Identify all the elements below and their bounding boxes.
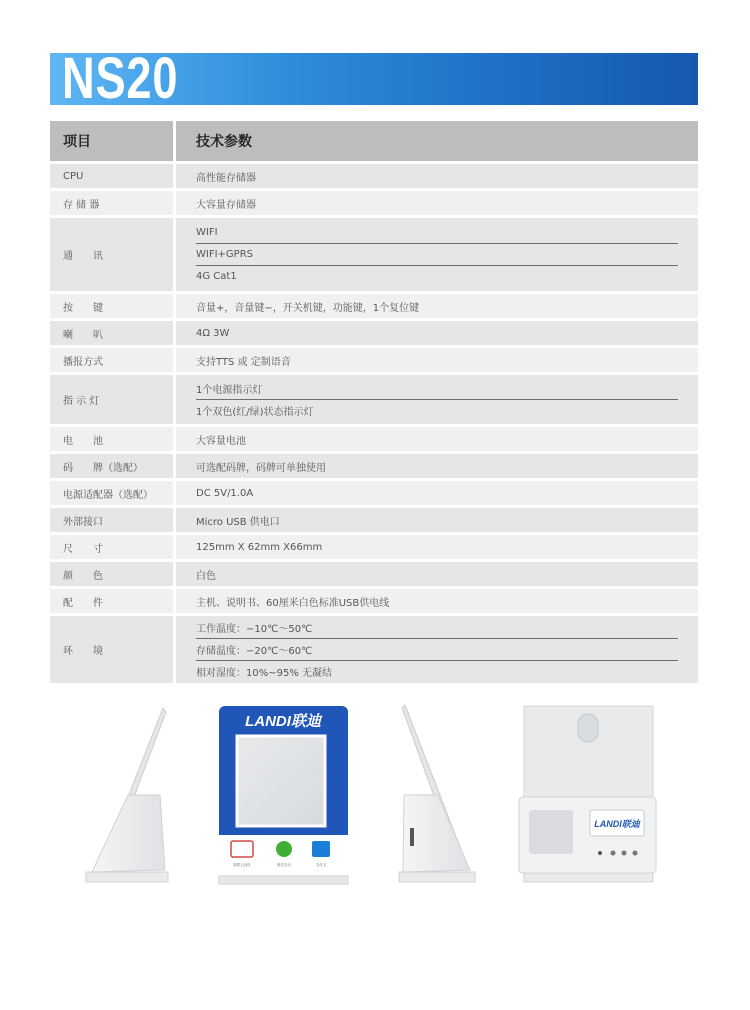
table-row — [50, 616, 698, 683]
row-value — [176, 616, 698, 683]
row-label: 指 示 灯 — [50, 375, 173, 424]
row-value — [176, 454, 698, 478]
row-value-line: Micro USB 供电口 — [196, 516, 280, 528]
header-spec: 技术参数 — [176, 121, 698, 161]
header-item: 项目 — [50, 121, 173, 161]
table-row — [50, 589, 698, 613]
table-row — [50, 294, 698, 318]
device-side-view-left — [86, 708, 168, 882]
table-row — [50, 348, 698, 372]
table-row — [50, 508, 698, 532]
table-row — [50, 321, 698, 345]
row-value-line: 大容量存储器 — [196, 199, 256, 211]
row-value-line: 相对湿度：10%~95% 无凝结 — [196, 660, 678, 682]
row-value-line: 主机、说明书、60厘米白色标准USB供电线 — [196, 597, 390, 609]
row-value — [176, 321, 698, 345]
row-label: 环 境 — [50, 616, 173, 683]
row-value — [176, 562, 698, 586]
spec-table — [50, 121, 698, 686]
row-label: 电 池 — [50, 427, 173, 451]
row-value-line: WIFI+GPRS — [196, 243, 678, 265]
row-value — [176, 375, 698, 424]
row-value-line: 4Ω 3W — [196, 327, 230, 339]
device-back-view — [519, 706, 656, 882]
row-value — [176, 508, 698, 532]
row-value-line: 大容量电池 — [196, 435, 246, 447]
row-label: 尺 寸 — [50, 535, 173, 559]
row-label: CPU — [50, 164, 173, 188]
table-row — [50, 218, 698, 291]
row-label: 按 键 — [50, 294, 173, 318]
row-value — [176, 294, 698, 318]
row-value — [176, 427, 698, 451]
product-model-title: NS20 — [62, 46, 179, 111]
row-value-line: 可选配码牌，码牌可单独使用 — [196, 462, 326, 474]
device-front-view — [219, 706, 348, 884]
row-value — [176, 481, 698, 505]
table-row — [50, 164, 698, 188]
row-value-line: 支持TTS 或 定制语音 — [196, 356, 291, 368]
row-label: 颜 色 — [50, 562, 173, 586]
table-row — [50, 454, 698, 478]
pay-label-wechat: 微信支付 — [277, 863, 291, 867]
row-value-line: 高性能存储器 — [196, 172, 256, 184]
row-value — [176, 589, 698, 613]
front-logo: LANDI联迪 — [245, 713, 321, 730]
back-logo: LANDI联迪 — [594, 819, 640, 829]
table-row — [50, 535, 698, 559]
row-label: 通 讯 — [50, 218, 173, 291]
row-value-line: 存储温度：−20℃～60℃ — [196, 638, 678, 660]
row-value-line: 1个电源指示灯 — [196, 385, 263, 396]
row-value — [176, 348, 698, 372]
title-banner — [50, 46, 698, 111]
table-row — [50, 191, 698, 215]
row-value-line: 1个双色(红/绿)状态指示灯 — [196, 399, 678, 421]
row-label: 电源适配器（选配） — [50, 481, 173, 505]
row-value-line: 125mm X 62mm X66mm — [196, 541, 323, 553]
row-value-line: WIFI — [196, 227, 218, 238]
row-label: 播报方式 — [50, 348, 173, 372]
row-value-line: DC 5V/1.0A — [196, 487, 254, 499]
pay-label-alipay: 支付宝 — [315, 863, 327, 867]
table-row — [50, 375, 698, 424]
row-value-line: 工作温度：−10℃～50℃ — [196, 624, 313, 635]
table-row — [50, 562, 698, 586]
row-label: 外部接口 — [50, 508, 173, 532]
row-value — [176, 218, 698, 291]
row-value-line: 白色 — [196, 570, 216, 582]
row-value — [176, 164, 698, 188]
device-side-view-right — [399, 705, 475, 882]
table-row — [50, 481, 698, 505]
row-label: 码 牌（选配） — [50, 454, 173, 478]
row-value — [176, 535, 698, 559]
row-value — [176, 191, 698, 215]
row-value-line: 4G Cat1 — [196, 265, 678, 287]
table-row — [50, 427, 698, 451]
pay-label-unionpay: 银联云闪付 — [233, 863, 251, 867]
product-images — [0, 700, 750, 890]
row-label: 喇 叭 — [50, 321, 173, 345]
row-value-line: 音量+，音量键−，开关机键，功能键，1个复位键 — [196, 302, 420, 314]
table-header-row — [50, 121, 698, 161]
row-label: 配 件 — [50, 589, 173, 613]
row-label: 存 储 器 — [50, 191, 173, 215]
